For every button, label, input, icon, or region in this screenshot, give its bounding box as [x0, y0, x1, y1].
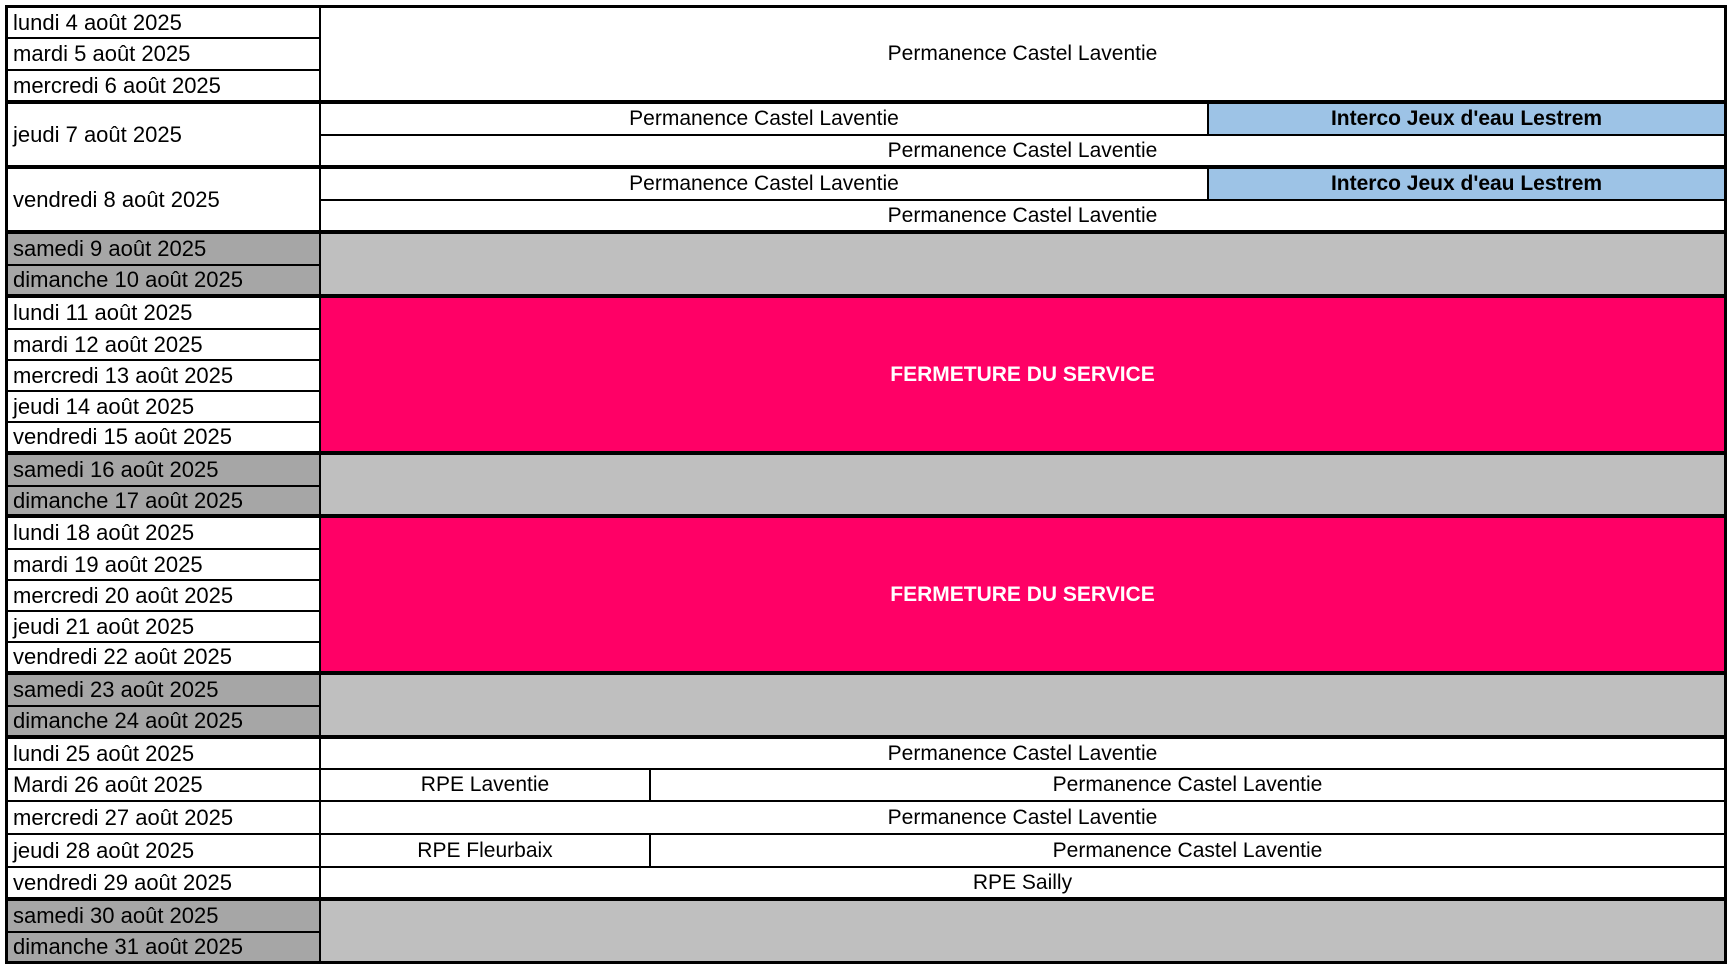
date-cell: vendredi 22 août 2025: [5, 642, 320, 674]
event-closure: FERMETURE DU SERVICE: [320, 517, 1727, 674]
event-permanence: Permanence Castel Laventie: [650, 834, 1727, 867]
date-cell: jeudi 21 août 2025: [5, 611, 320, 642]
event-closure: FERMETURE DU SERVICE: [320, 297, 1727, 454]
date-cell: mercredi 13 août 2025: [5, 360, 320, 391]
date-cell: mardi 19 août 2025: [5, 549, 320, 580]
weekend-band: [320, 900, 1727, 964]
date-cell: vendredi 15 août 2025: [5, 422, 320, 454]
event-permanence: Permanence Castel Laventie: [320, 168, 1208, 200]
weekend-band: [320, 454, 1727, 517]
date-cell-weekend: dimanche 31 août 2025: [5, 932, 320, 964]
date-cell-weekend: samedi 16 août 2025: [5, 454, 320, 486]
date-cell-weekend: samedi 9 août 2025: [5, 233, 320, 265]
date-cell: jeudi 7 août 2025: [5, 103, 320, 168]
date-cell-weekend: samedi 23 août 2025: [5, 674, 320, 706]
event-rpe-fleurbaix: RPE Fleurbaix: [320, 834, 650, 867]
date-cell-weekend: dimanche 24 août 2025: [5, 706, 320, 738]
date-cell: mardi 12 août 2025: [5, 329, 320, 360]
event-permanence: Permanence Castel Laventie: [320, 103, 1208, 135]
date-cell: mercredi 6 août 2025: [5, 70, 320, 103]
date-cell: mardi 5 août 2025: [5, 38, 320, 70]
event-permanence: Permanence Castel Laventie: [320, 200, 1727, 233]
date-cell: lundi 18 août 2025: [5, 517, 320, 549]
date-cell: lundi 4 août 2025: [5, 5, 320, 38]
date-cell: jeudi 14 août 2025: [5, 391, 320, 422]
date-cell-weekend: dimanche 17 août 2025: [5, 486, 320, 517]
event-rpe-sailly: RPE Sailly: [320, 867, 1727, 900]
weekend-band: [320, 674, 1727, 738]
event-permanence: Permanence Castel Laventie: [650, 769, 1727, 801]
event-permanence: Permanence Castel Laventie: [320, 135, 1727, 168]
date-cell: vendredi 29 août 2025: [5, 867, 320, 900]
date-cell: jeudi 28 août 2025: [5, 834, 320, 867]
date-cell: mercredi 27 août 2025: [5, 801, 320, 834]
event-permanence: Permanence Castel Laventie: [320, 801, 1727, 834]
date-cell: lundi 25 août 2025: [5, 738, 320, 769]
date-cell: mercredi 20 août 2025: [5, 580, 320, 611]
date-cell-weekend: samedi 30 août 2025: [5, 900, 320, 932]
date-cell: lundi 11 août 2025: [5, 297, 320, 329]
event-permanence: Permanence Castel Laventie: [320, 738, 1727, 769]
event-permanence: Permanence Castel Laventie: [320, 5, 1727, 103]
date-cell-weekend: dimanche 10 août 2025: [5, 265, 320, 297]
event-rpe-laventie: RPE Laventie: [320, 769, 650, 801]
date-cell: vendredi 8 août 2025: [5, 168, 320, 233]
event-interco: Interco Jeux d'eau Lestrem: [1208, 168, 1727, 200]
event-interco: Interco Jeux d'eau Lestrem: [1208, 103, 1727, 135]
date-cell: Mardi 26 août 2025: [5, 769, 320, 801]
weekend-band: [320, 233, 1727, 297]
